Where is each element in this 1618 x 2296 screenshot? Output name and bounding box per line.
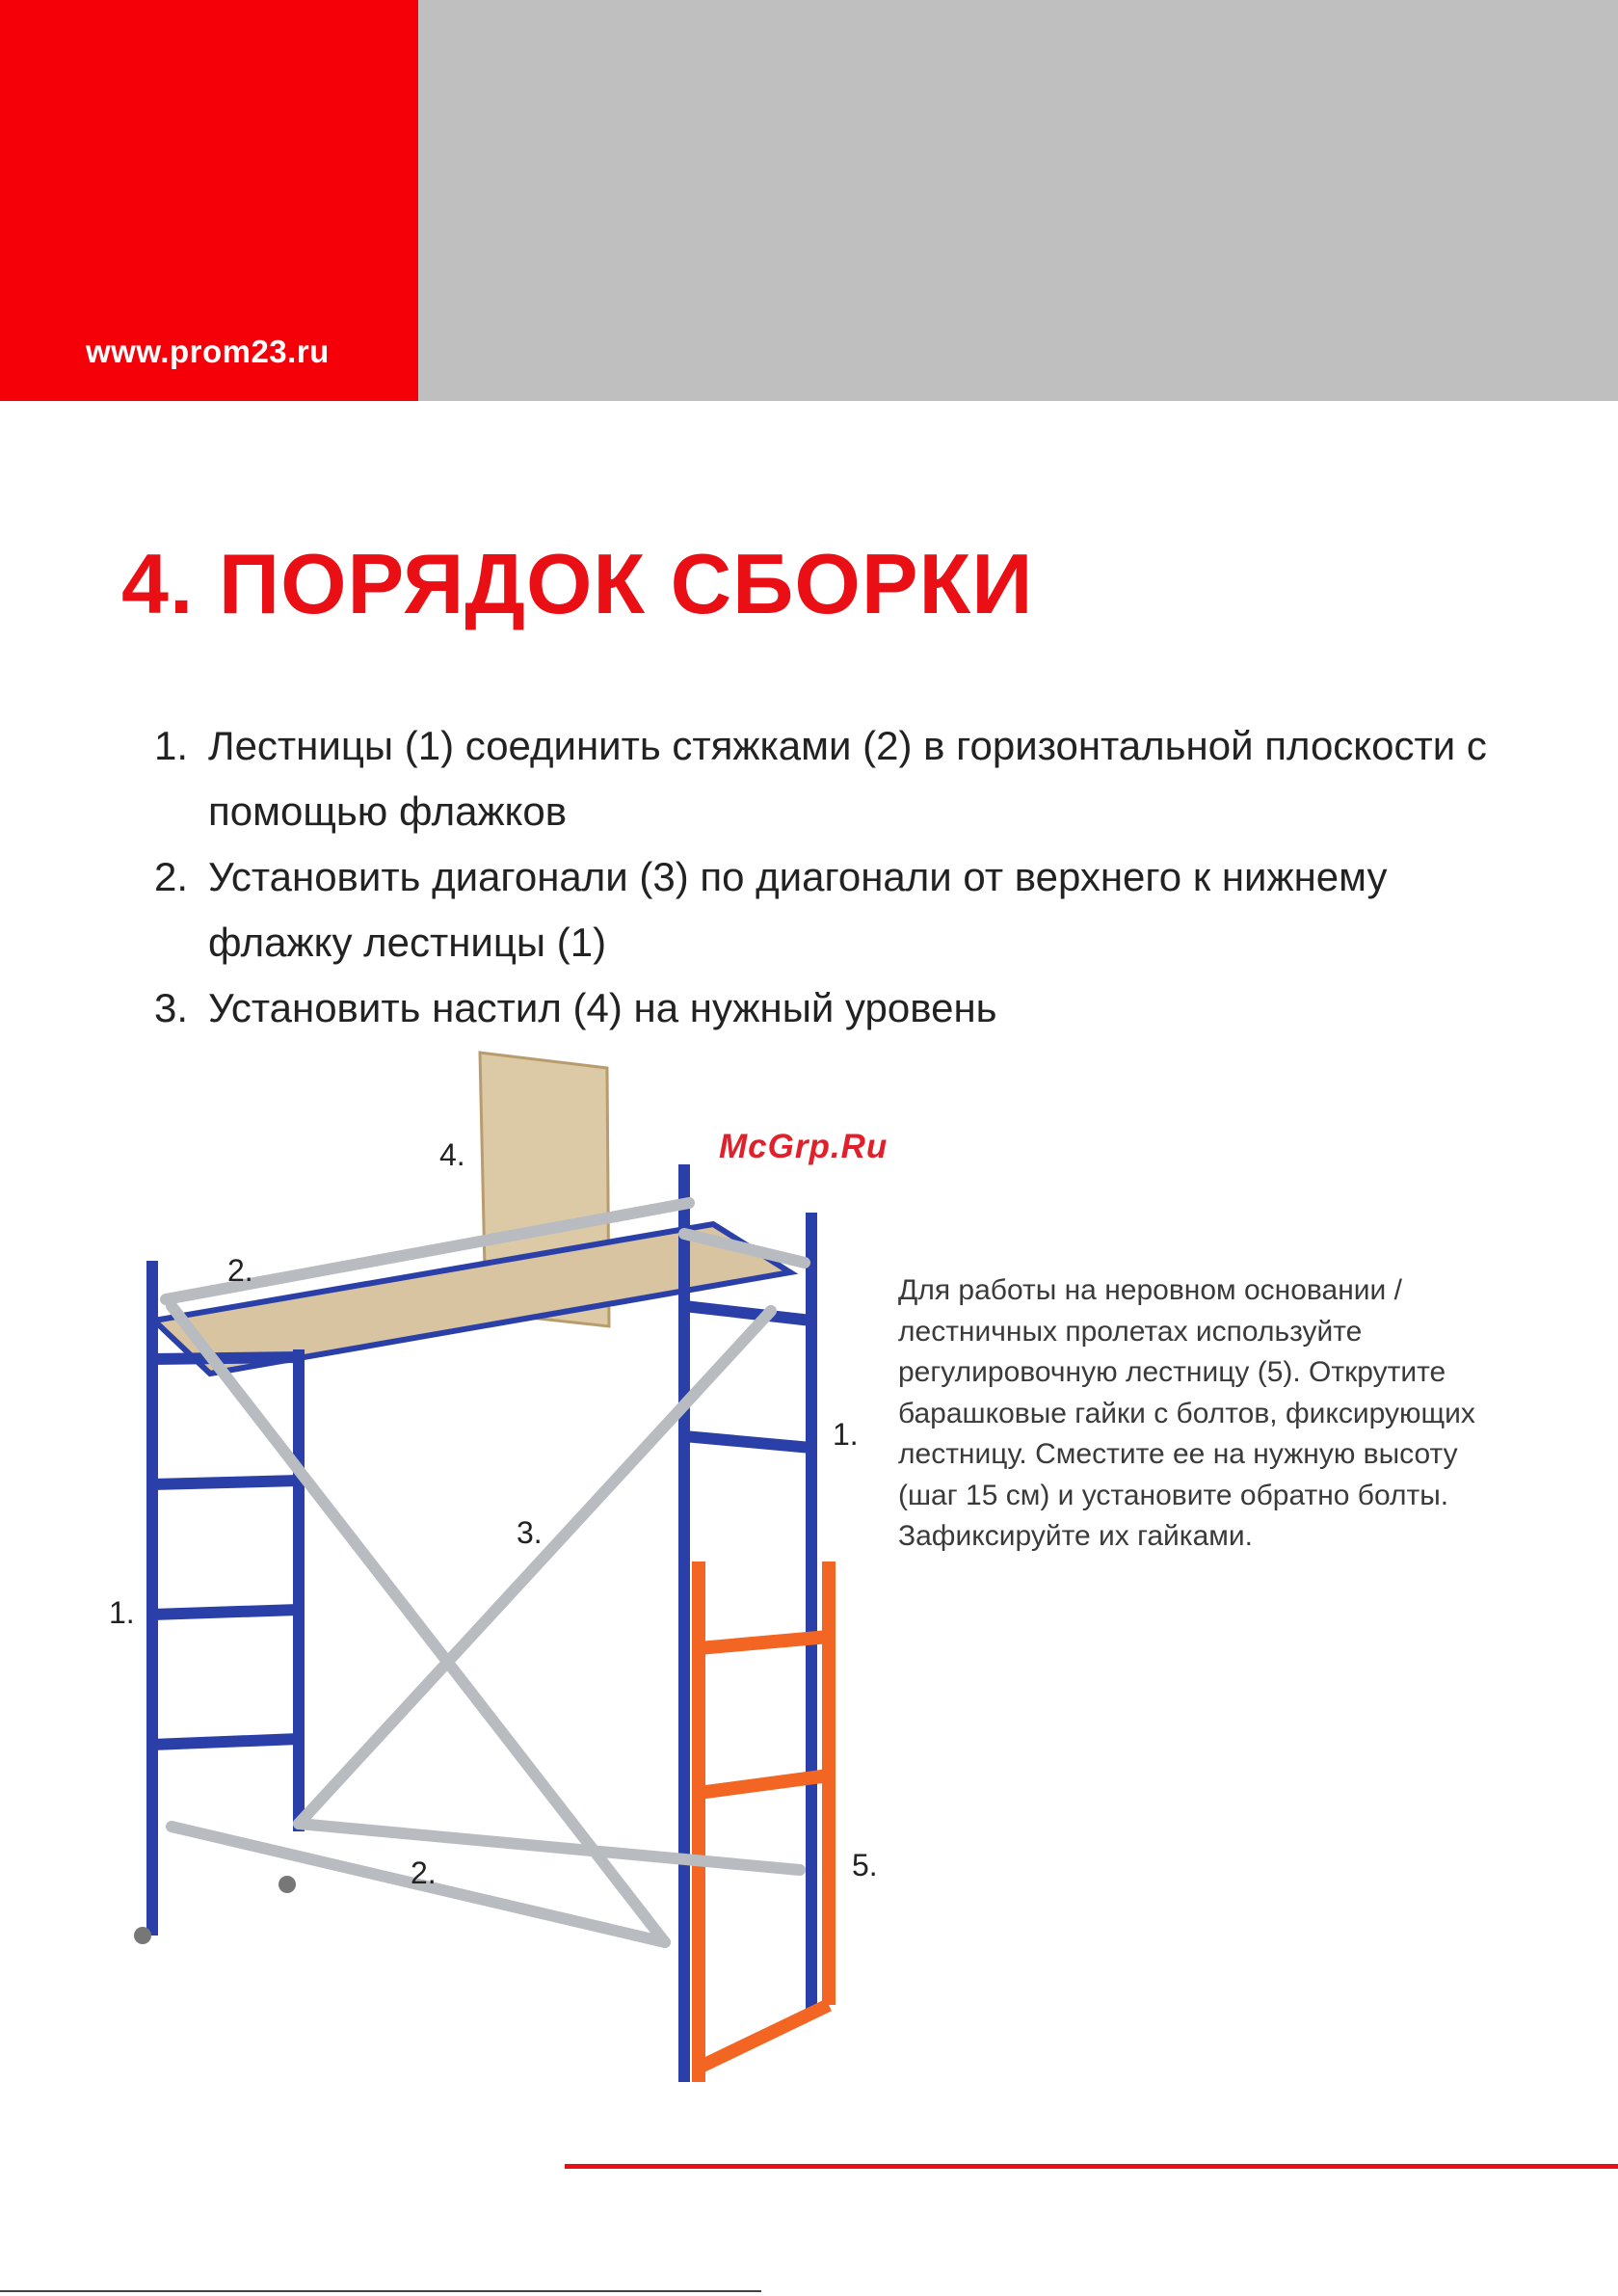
step-number: 2. [154, 854, 189, 899]
step-text: Установить настил (4) на нужный уровень [208, 985, 997, 1030]
adjustment-note: Для работы на неровном основании / лестничных пролетах используйте регулировочную лестницу (5). Открутите барашковые гайки с болтов, фиксирующих лестницу. Сместите ее на нужную высоту (шаг 15 см) и установите обратно болты. Зафиксируйте их гайками. [898, 1274, 1475, 1552]
website-link[interactable]: www.prom23.ru [86, 334, 330, 369]
step-item [154, 844, 1503, 975]
callout-ladder-left: 1. [109, 1595, 135, 1630]
watermark: McGrp.Ru [719, 1128, 889, 1165]
step-item [154, 975, 1503, 1041]
step-number: 1. [154, 723, 189, 768]
divider-thin [0, 2290, 761, 2292]
callout-brace-bottom: 2. [411, 1855, 437, 1890]
divider-red [565, 2164, 1618, 2169]
callout-deck: 4. [439, 1137, 465, 1172]
foot [134, 1927, 151, 1944]
step-text: Лестницы (1) соединить стяжками (2) в горизонтальной плоскости с помощью флажков [208, 723, 1487, 834]
callout-diagonal: 3. [517, 1515, 543, 1550]
step-text: Установить диагонали (3) по диагонали от верхнего к нижнему флажку лестницы (1) [208, 854, 1388, 965]
callout-brace-top: 2. [227, 1253, 253, 1288]
step-item [154, 713, 1503, 844]
header-gray-block [418, 0, 1618, 401]
step-number: 3. [154, 985, 189, 1030]
assembly-steps [154, 713, 1503, 1041]
scaffold-illustration [96, 1041, 867, 2121]
callout-adjust-ladder: 5. [852, 1848, 878, 1882]
callout-ladder-right: 1. [833, 1417, 859, 1452]
foot [279, 1876, 296, 1893]
page-title: 4. ПОРЯДОК СБОРКИ [121, 536, 1034, 631]
